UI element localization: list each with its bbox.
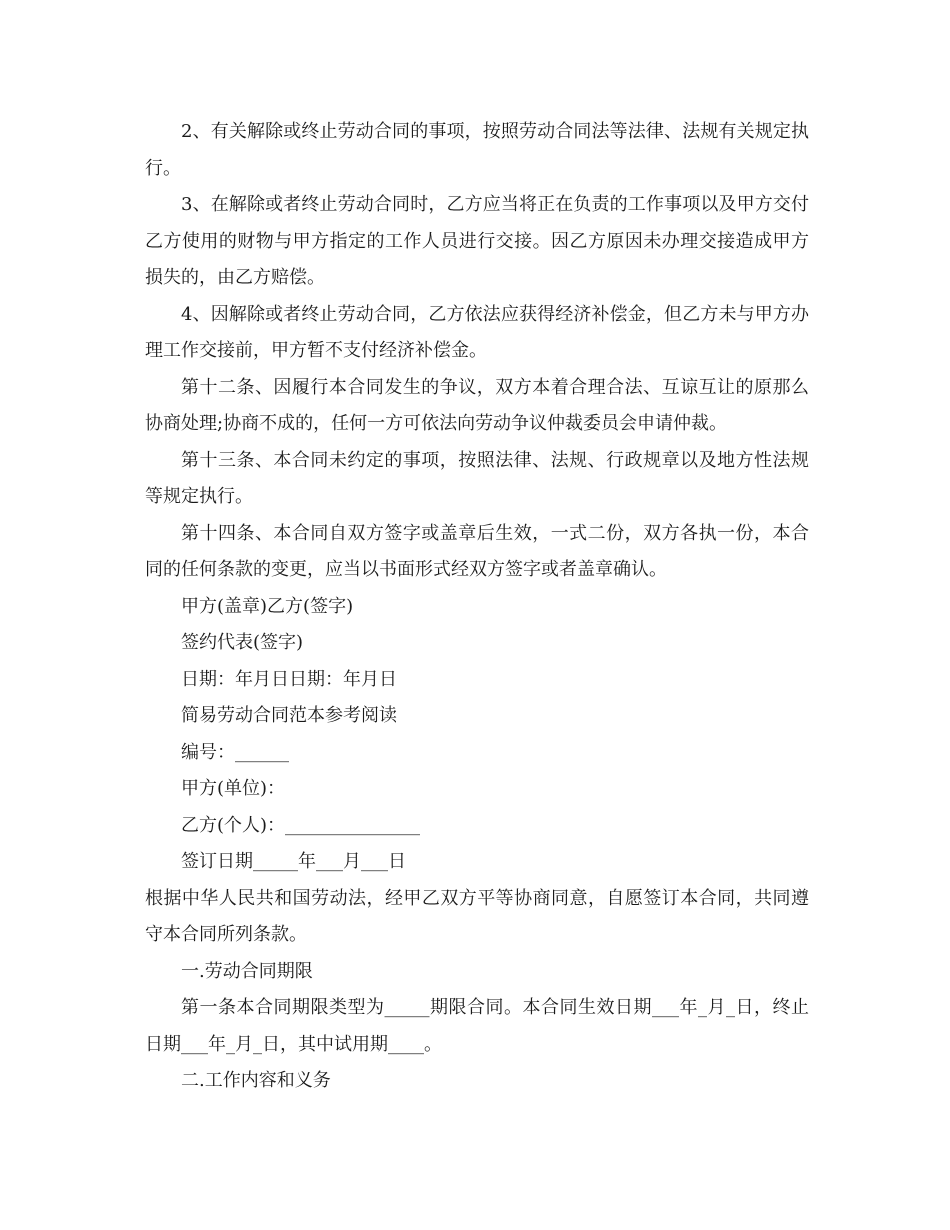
paragraph-article-1: 第一条本合同期限类型为_____期限合同。本合同生效日期___年_月_日，终止日期___年_月_日，其中试用期____。 [145,997,809,1055]
paragraph-clause-4: 4、因解除或者终止劳动合同，乙方依法应获得经济补偿金，但乙方未与甲方办理工作交接前，甲方暂不支付经济补偿金。 [145,303,809,361]
preamble-paragraph: 根据中华人民共和国劳动法，经甲乙双方平等协商同意，自愿签订本合同，共同遵守本合同所列条款。 [145,887,809,945]
paragraph-clause-2: 2、有关解除或终止劳动合同的事项，按照劳动合同法等法律、法规有关规定执行。 [145,121,809,179]
signature-parties-line: 甲方(盖章)乙方(签字) [181,595,354,617]
party-a-line: 甲方(单位)： [181,778,286,799]
paragraph-clause-3: 3、在解除或者终止劳动合同时，乙方应当将正在负责的工作事项以及甲方交付乙方使用的财物与甲方指定的工作人员进行交接。因乙方原因未办理交接造成甲方损失的，由乙方赔偿。 [145,194,809,288]
paragraph-article-14: 第十四条、本合同自双方签字或盖章后生效，一式二份，双方各执一份，本合同的任何条款的变更，应当以书面形式经双方签字或者盖章确认。 [145,522,809,580]
contract-number-line: 编号：______ [181,741,289,763]
sign-date-line: 签订日期_____年___月___日 [181,851,406,872]
section-title: 简易劳动合同范本参考阅读 [181,705,397,726]
signing-date-line: 日期：年月日日期：年月日 [181,668,397,690]
signing-representative-line: 签约代表(签字) [181,632,304,653]
party-b-line: 乙方(个人)：_______________ [181,814,421,836]
paragraph-article-12: 第十二条、因履行本合同发生的争议，双方本着合理合法、互谅互让的原那么协商处理;协商不成的，任何一方可依法向劳动争议仲裁委员会申请仲裁。 [145,376,809,434]
paragraph-article-13: 第十三条、本合同未约定的事项，按照法律、法规、行政规章以及地方性法规等规定执行。 [145,449,809,507]
heading-contract-term: 一.劳动合同期限 [181,960,313,982]
heading-work-content: 二.工作内容和义务 [181,1070,331,1091]
document-body [145,114,809,1100]
